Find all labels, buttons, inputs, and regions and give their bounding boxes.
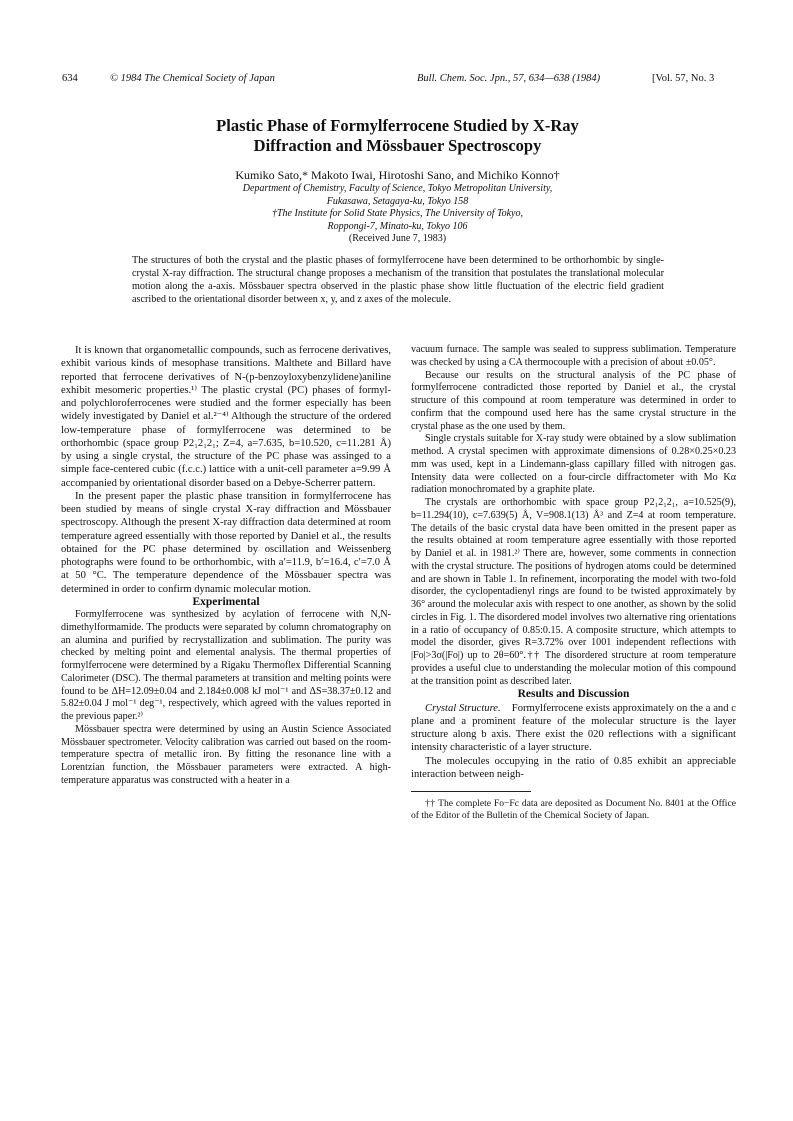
- abstract: The structures of both the crystal and the plastic phases of formylferrocene have been determined to be orthorhombic by single-crystal X-ray diffraction. The structural change proposes a mechanism of the transition that postulates the translational molecular motion along the a-axis. Mössbauer spectra observed in the plastic phase show little fluctuation of the electric field gradient ascribed to the orientational disorder between x, y, and z axes of the molecule.: [132, 255, 664, 306]
- author-list: Kumiko Sato,* Makoto Iwai, Hirotoshi Sano, and Michiko Konno†: [235, 168, 560, 182]
- title-line-1: Plastic Phase of Formylferrocene Studied by X-Ray: [216, 116, 579, 135]
- right-column: [411, 344, 736, 822]
- intro-paragraph: It is known that organometallic compounds, such as ferrocene derivatives, exhibit various kinds of mesophase transitions. Malthete and Billard have reported that ferrocene derivatives of N-(p-benzoyloxybenzylidene)aniline exhibit mesomeric properties.¹⁾ The plastic crystal (PC) phases of formyl- and polychloroferrocenes were studied and the former especially has been widely investigated by Daniel et al.²⁻⁴⁾ Although the structure of the ordered low-temperature phase of formylferrocene was determined to be orthorhombic (space group P2₁2₁2₁; Z=4, a=7.635, b=10.520, c=11.281 Å) by using a single crystal, the structure of the PC phase was assinged to a simple face-centered cubic (f.c.c.) lattice with a unit-cell parameter a=9.99 Å accompanied by orientational disorder based on a Debye-Scherrer pattern.: [61, 345, 391, 489]
- results-text: Formylferrocene exists approximately on the a and c plane and a prominent feature of the molecular structure is the layer structure along b axis. There exist the 020 reflections with a significant intensity characteristic of a layer structure.: [411, 702, 737, 754]
- received-date: (Received June 7, 1983): [348, 233, 447, 245]
- affiliation-line: †The Institute for Solid State Physics, The University of Tokyo,: [272, 208, 523, 220]
- experimental-paragraph: Because our results on the structural analysis of the PC phase of formylferrocene contradicted those reported by Daniel et al., the crystal structure of this compound at room temperature was determined in order to confirm that the compound used here has the same crystal structure in the crystal phase as the one used by them.: [411, 369, 736, 432]
- page-number: 634: [62, 73, 78, 84]
- experimental-paragraph: Single crystals suitable for X-ray study were obtained by a slow sublimation method. A crystal specimen with approximate dimensions of 0.28×0.25×0.23 mm was used, kept in a Lindemann-glass capillary filled with nitrogen gas. Intensity data were collected on a four-circle diffractometer with Mo Kα radiation monochromated by a graphite plate.: [411, 433, 736, 496]
- title-line-2: Diffraction and Mössbauer Spectroscopy: [253, 136, 542, 155]
- volume-issue: [Vol. 57, No. 3: [652, 73, 715, 84]
- affiliation-line: Department of Chemistry, Faculty of Science, Tokyo Metropolitan University,: [242, 183, 553, 194]
- journal-citation: Bull. Chem. Soc. Jpn., 57, 634—638 (1984): [417, 73, 601, 84]
- experimental-paragraph: Formylferrocene was synthesized by acylation of ferrocene with N,N-dimethylformamide. The products were separated by column chromatography on an alumina and purified by recrystallization and sublimation. The purity was checked by melting point and elemental analysis. The thermal properties of formylferrocene were determined by a Rigaku Thermoflex Differential Scanning Calorimeter (DSC). The thermal parameters at transition and melting points were found to be ΔH=12.09±0.04 and 2.184±0.008 kJ mol⁻¹ and ΔS=38.37±0.12 and 5.82±0.04 J mol⁻¹ deg⁻¹, respectively, which agreed with the values reported in the previous paper.²⁾: [61, 609, 391, 722]
- affiliations: [60, 183, 735, 246]
- affiliation-line: Roppongi-7, Minato-ku, Tokyo 106: [327, 220, 468, 232]
- experimental-continued: vacuum furnace. The sample was sealed to suppress sublimation. Temperature was checked by using a CA thermocouple with a precision of about ±0.05°.: [411, 344, 736, 368]
- experimental-paragraph: The crystals are orthorhombic with space group P2₁2₁2₁, a=10.525(9), b=11.294(10), c=7.639(5) Å, V=908.1(13) Å³ and Z=4 at room temperature. The details of the basic crystal data have been omitted in the present paper as the results obtained at room temperature agree essentially with those reported by Daniel et al. in 1981.²⁾ There are, however, some comments in connection with the crystal structure. The positions of hydrogen atoms could be determined and are shown in Table 1. In refinement, incorporating the model with two-fold disorder, the cyclopentadienyl rings are found to be twisted approximately by 36° around the molecular axis with respect to one another, as shown by the solid circles in Fig. 1. The disordered model involves two alternative ring orientations in a ratio of occupancy of 0.85:0.15. A composite structure, which attempts to model the disorder, gives R=3.72% over 1001 independent reflections with |Fo|>3σ(|Fo|) up to 2θ=60°.†† The disordered structure at room temperature provides a useful clue to understanding the molecular motion of this compound at the transition point as described later.: [411, 497, 736, 687]
- section-heading-experimental: Experimental: [192, 595, 260, 608]
- subsection-label: Crystal Structure.: [425, 702, 501, 714]
- footnote-divider: [411, 791, 531, 792]
- results-paragraph: The molecules occupying in the ratio of 0.85 exhibit an appreciable interaction between neigh-: [411, 755, 736, 780]
- experimental-paragraph: Mössbauer spectra were determined by using an Austin Science Associated Mössbauer spectrometer. Velocity calibration was carried out based on the room-temperature spectra of metallic iron. By fitting the resonance line with a Lorentzian function, the Mössbauer parameters were extracted. A high-temperature apparatus was constructed with a heater in a: [61, 723, 391, 786]
- left-column: [61, 344, 391, 788]
- copyright-line: © 1984 The Chemical Society of Japan: [110, 73, 275, 84]
- footnote: †† The complete Fo−Fc data are deposited as Document No. 8401 at the Office of the Editor of the Bulletin of the Chemical Society of Japan.: [411, 798, 736, 822]
- section-heading-results: Results and Discussion: [517, 688, 630, 701]
- intro-paragraph: In the present paper the plastic phase transition in formylferrocene has been studied by means of single crystal X-ray diffraction and Mössbauer spectroscopy. Although the present X-ray diffraction data determined at room temperature agreed essentially with those reported by Daniel et al., the results obtained for the PC phase determined by oscillation and Weissenberg photographs were found to be orthorhombic, with a′=11.9, b′=16.4, c′=7.0 Å at 50 °C. The temperature dependence of the Mössbauer spectra was determined in order to confirm dynamic molecular motion.: [61, 490, 391, 595]
- affiliation-line: Fukasawa, Setagaya-ku, Tokyo 158: [326, 195, 469, 207]
- paper-title: [60, 116, 735, 156]
- results-paragraph: [411, 702, 736, 755]
